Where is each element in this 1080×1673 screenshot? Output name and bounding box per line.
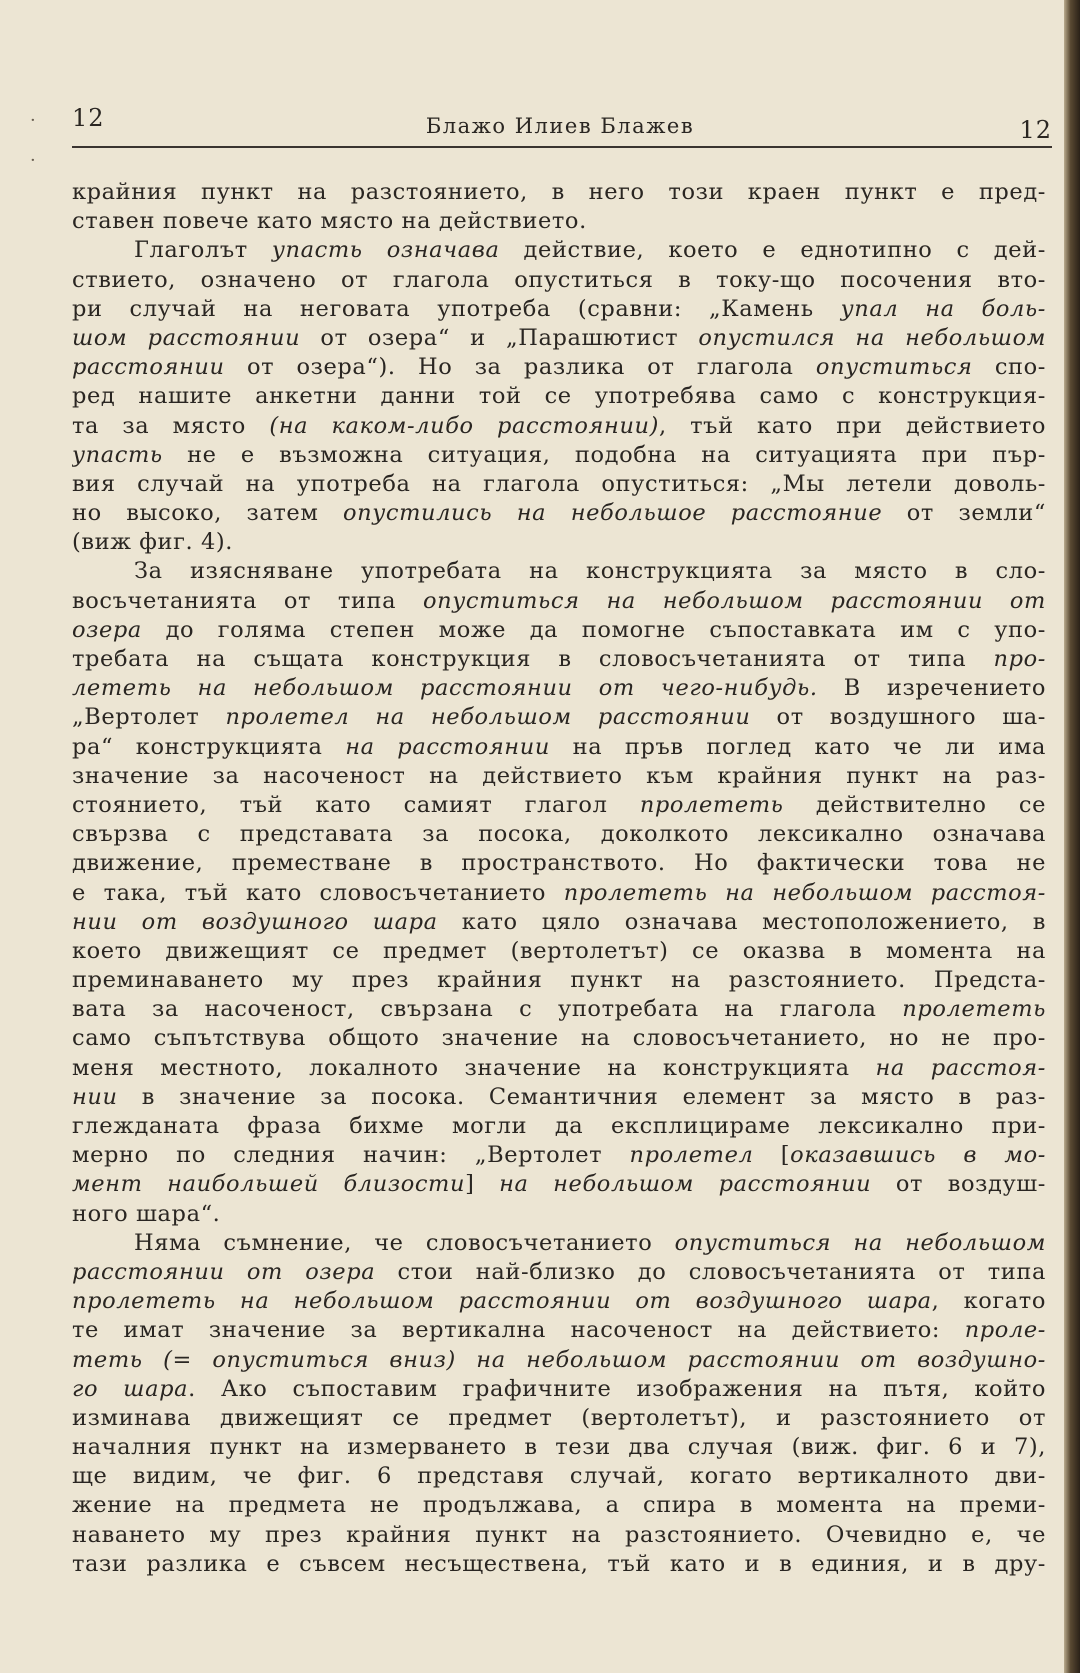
text-line: ного шара“. — [72, 1200, 221, 1227]
text-line: ред нашите анкетни данни той се употребява само с конструкция- — [72, 383, 1046, 410]
text-line: За изясняване употребата на конструкцията за място в сло- — [134, 558, 1046, 585]
text-line: началния пункт на измерването в тези два случая (виж. фиг. 6 и 7), — [72, 1434, 1046, 1461]
text-line: стоянието, тъй като самият глагол пролететь действително се — [72, 791, 1046, 818]
text-line: преминаването му през крайния пункт на разстоянието. Предста- — [72, 967, 1046, 994]
text-line: мент наибольшей близости] на небольшом расстоянии от воздуш- — [72, 1171, 1046, 1198]
text-line: нии в значение за посока. Семантичния елемент за място в раз- — [72, 1083, 1046, 1110]
text-line: свързва с представата за посока, доколкото лексикално означава — [72, 821, 1046, 848]
text-line: ри случай на неговата употреба (сравни: „Камень упал на боль- — [72, 295, 1046, 322]
text-line: вата за насоченост, свързана с употребата на глагола пролететь — [72, 996, 1046, 1023]
text-line: ще видим, че фиг. 6 представя случай, когато вертикалното дви- — [72, 1463, 1046, 1490]
text-line: мерно по следния начин: „Вертолет пролетел [оказавшись в мо- — [72, 1142, 1046, 1169]
text-line: Няма съмнение, че словосъчетанието опуститься на небольшом — [134, 1229, 1046, 1256]
text-line: ра“ конструкцията на расстоянии на пръв поглед като че ли има — [72, 733, 1046, 760]
text-line: само съпътствува общото значение на словосъчетанието, но не про- — [72, 1025, 1046, 1052]
text-line: Глаголът упасть означава действие, което е еднотипно с дей- — [134, 237, 1046, 264]
text-line: меня местното, локалното значение на конструкцията на расстоя- — [72, 1054, 1046, 1081]
text-line: изминава движещият се предмет (вертолетът), и разстоянието от — [72, 1404, 1046, 1431]
text-line: расстоянии от озера“). Но за разлика от глагола опуститься спо- — [72, 354, 1046, 381]
text-line: требата на същата конструкция в словосъчетанията от типа про- — [72, 646, 1046, 672]
text-line: шом расстоянии от озера“ и „Парашютист опустился на небольшом — [72, 324, 1046, 351]
text-line: та за място (на каком-либо расстоянии), тъй като при действието — [72, 412, 1046, 439]
page-header — [68, 104, 1052, 146]
header-rule — [72, 146, 1052, 148]
text-line: лететь на небольшом расстоянии от чего-нибудь. В изречението — [72, 675, 1046, 702]
page-number-right: 12 — [1019, 116, 1052, 144]
text-line: тази разлика е съвсем несъществена, тъй като и в единия, и в дру- — [72, 1550, 1046, 1577]
text-line: което движещият се предмет (вертолетът) се оказва в момента на — [72, 937, 1046, 964]
text-line: крайния пункт на разстоянието, в него този краен пункт е пред- — [72, 179, 1046, 205]
text-line: расстоянии от озера стои най-близко до словосъчетанията от типа — [72, 1258, 1046, 1285]
text-line: пролететь на небольшом расстоянии от воздушного шара, когато — [72, 1288, 1046, 1315]
margin-dot: · — [30, 150, 36, 171]
body-text — [72, 178, 1046, 1579]
margin-dot: · — [30, 110, 36, 131]
text-line: глежданата фраза бихме могли да експлицираме лексикално при- — [72, 1113, 1046, 1139]
text-line: го шара. Ако съпоставим графичните изображения на пътя, който — [72, 1375, 1046, 1402]
text-line: теть (= опуститься вниз) на небольшом расстоянии от воздушно- — [72, 1346, 1046, 1373]
text-line: нии от воздушного шара като цяло означава местоположението, в — [72, 908, 1046, 935]
text-line: озера до голяма степен може да помогне съпоставката им с упо- — [72, 616, 1046, 643]
text-line: движение, преместване в пространството. Но фактически това не — [72, 850, 1046, 877]
text-line: ставен повече като място на действието. — [72, 208, 587, 235]
page-number-left: 12 — [72, 104, 105, 132]
book-spine — [1064, 0, 1080, 1673]
text-line: значение за насоченост на действието към крайния пункт на раз- — [72, 762, 1046, 789]
text-line: жение на предмета не продължава, а спира в момента на преми- — [72, 1492, 1046, 1519]
text-line: но высоко, затем опустились на небольшое расстояние от земли“ — [72, 500, 1046, 527]
text-line: „Вертолет пролетел на небольшом расстоянии от воздушного ша- — [72, 704, 1046, 731]
running-head: Блажо Илиев Блажев — [425, 114, 695, 138]
text-line: упасть не е възможна ситуация, подобна на ситуацията при пър- — [72, 441, 1046, 468]
text-line: наването му през крайния пункт на разстоянието. Очевидно е, че — [72, 1521, 1046, 1548]
text-line: те имат значение за вертикална насоченост на действието: проле- — [72, 1317, 1046, 1344]
text-line: (виж фиг. 4). — [72, 529, 234, 556]
text-line: вия случай на употреба на глагола опуститься: „Мы летели доволь- — [72, 470, 1046, 497]
text-line: е така, тъй като словосъчетанието пролететь на небольшом расстоя- — [72, 879, 1046, 906]
text-line: ствието, означено от глагола опуститься в току-що посочения вто- — [72, 266, 1046, 293]
text-line: восъчетанията от типа опуститься на небольшом расстоянии от — [72, 587, 1046, 614]
